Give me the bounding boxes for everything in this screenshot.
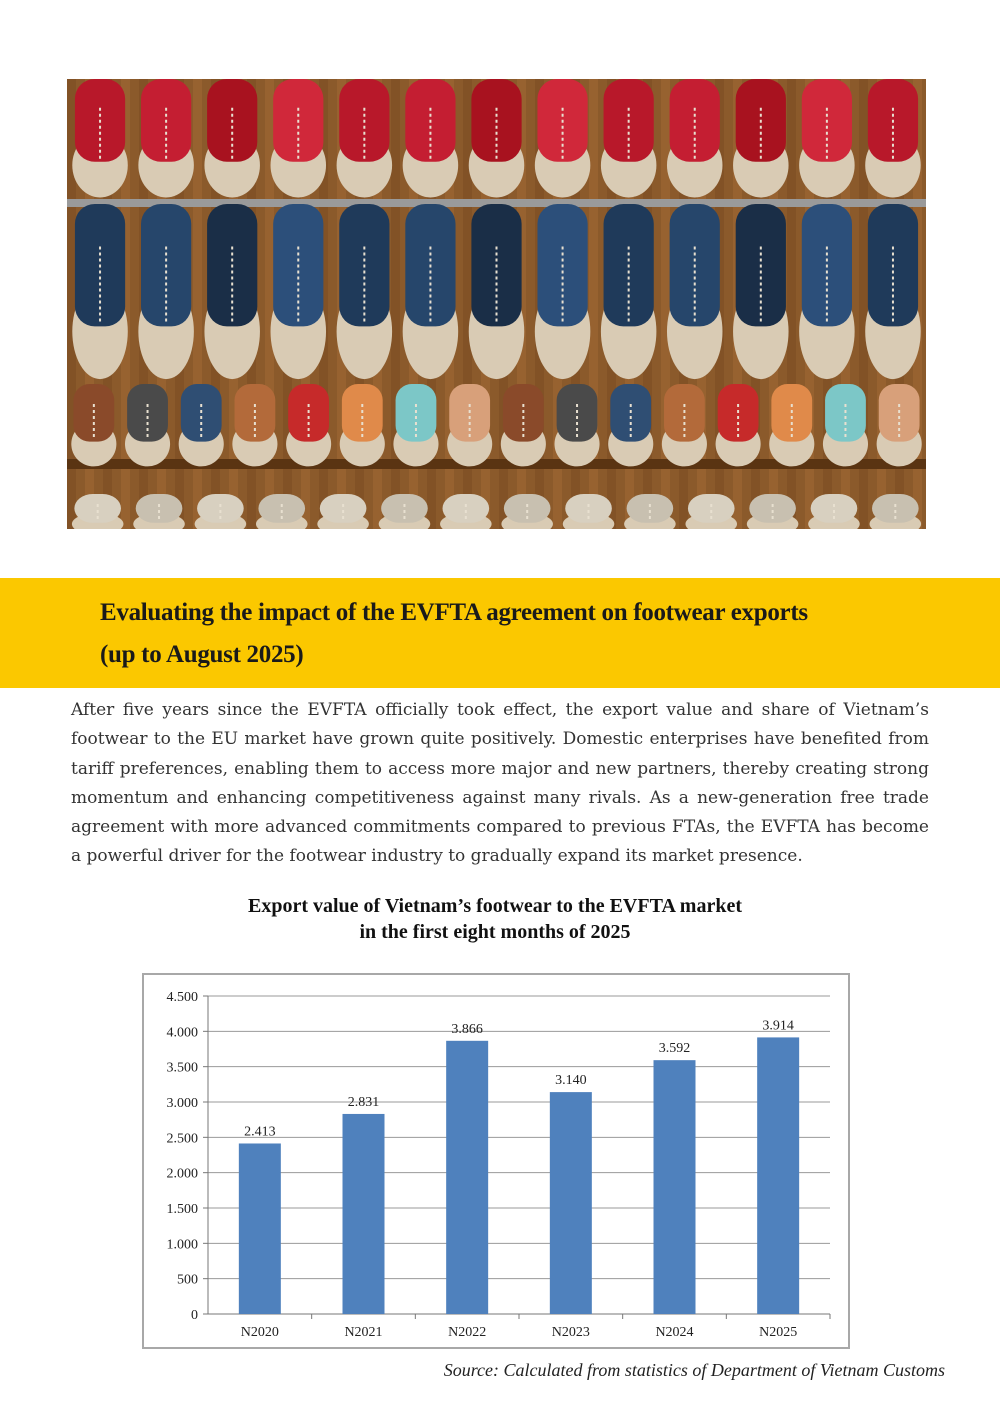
chart-title-line-1: Export value of Vietnam’s footwear to the EVFTA market xyxy=(247,895,742,917)
data-label-n2025: 3.914 xyxy=(762,1018,794,1034)
y-tick-label: 3.500 xyxy=(166,1060,198,1076)
chart-title-line-2: in the first eight months of 2025 xyxy=(359,921,631,943)
x-tick-label-n2022: N2022 xyxy=(448,1325,487,1340)
y-tick-label: 1.500 xyxy=(166,1202,198,1217)
x-tick-label-n2023: N2023 xyxy=(551,1325,590,1340)
bar-n2023 xyxy=(550,1092,592,1314)
shoe-shelves-illustration xyxy=(67,79,926,529)
data-label-n2024: 3.592 xyxy=(658,1041,691,1057)
x-tick-label-n2020: N2020 xyxy=(240,1325,279,1340)
bar-n2021 xyxy=(343,1114,385,1314)
x-tick-label-n2024: N2024 xyxy=(655,1325,694,1340)
chart-gridlines xyxy=(208,996,830,1279)
data-label-n2022: 3.866 xyxy=(451,1021,483,1037)
data-label-n2021: 2.831 xyxy=(347,1094,380,1110)
bar-n2020 xyxy=(239,1143,281,1314)
y-tick-label: 4.500 xyxy=(166,990,198,1005)
y-tick-label: 2.500 xyxy=(166,1131,198,1147)
article-paragraph: After five years since the EVFTA officially took effect, the export value and share of Vietnam’s footwear to the EU market have grown quite positively. Domestic enterprises have benefited from tariff preferences, enabling them to access more major and new partners, thereby creating strong momentum and enhancing competitiveness against many rivals. As a new-generation free trade agreement with more advanced commitments compared to previous FTAs, the EVFTA has become a powerful driver for the footwear industry to gradually expand its market presence. xyxy=(71,700,929,867)
y-tick-label: 0 xyxy=(191,1308,198,1323)
y-tick-label: 500 xyxy=(177,1272,198,1288)
bar-n2025 xyxy=(757,1037,799,1314)
footwear-shelf-photo xyxy=(67,79,926,529)
title-banner xyxy=(0,578,1000,688)
page-title-line-2: (up to August 2025) xyxy=(100,641,304,668)
bar-chart-frame xyxy=(142,973,850,1349)
y-tick-label: 1.000 xyxy=(166,1237,198,1253)
x-tick-label-n2025: N2025 xyxy=(759,1325,798,1340)
bar-chart xyxy=(144,975,848,1347)
y-tick-label: 4.000 xyxy=(166,1025,198,1041)
data-label-n2020: 2.413 xyxy=(244,1124,276,1140)
bar-n2022 xyxy=(446,1041,488,1314)
y-tick-label: 2.000 xyxy=(166,1166,198,1182)
bars xyxy=(239,1037,799,1314)
x-axis-ticks xyxy=(241,1314,830,1340)
data-labels xyxy=(244,1018,794,1139)
page-title-line-1: Evaluating the impact of the EVFTA agreement on footwear exports xyxy=(100,599,808,626)
y-axis-ticks xyxy=(167,990,209,1323)
y-tick-label: 3.000 xyxy=(166,1096,198,1111)
data-label-n2023: 3.140 xyxy=(555,1073,587,1089)
x-tick-label-n2021: N2021 xyxy=(344,1325,383,1340)
bar-n2024 xyxy=(654,1060,696,1314)
page-title xyxy=(100,592,920,676)
chart-title xyxy=(150,893,840,945)
source-note: Source: Calculated from statistics of Department of Vietnam Customs xyxy=(443,1360,945,1380)
